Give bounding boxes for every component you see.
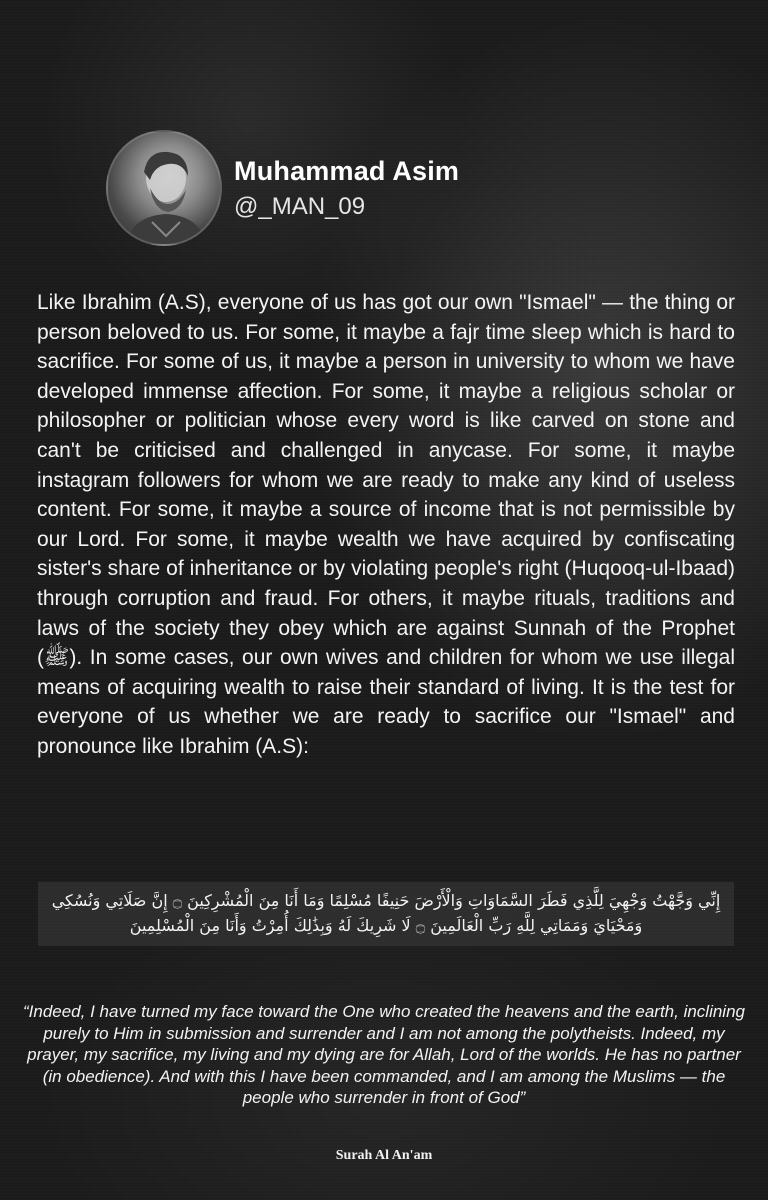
verse-translation: “Indeed, I have turned my face toward the One who created the heavens and the earth, inclining purely to Him in submission and surrender and I am not among the polytheists. Indeed, my prayer, my sacrifice, my living and my dying are for Allah, Lord of the worlds. He has no partner (in obedience). And with this I have been commanded, and I am among the Muslims — the people who surrender in front of God” [22, 1002, 745, 1107]
profile-header [106, 130, 459, 246]
avatar-portrait-icon [108, 132, 220, 244]
verse-source: Surah Al An'am [335, 1148, 433, 1163]
arabic-verse: إِنِّي وَجَّهْتُ وَجْهِيَ لِلَّذِي فَطَرَ السَّمَاوَاتِ وَالْأَرْضَ حَنِيفًا مُسْلِمًا وَمَا أَنَا مِنَ الْمُشْرِكِينَ ۝ إِنَّ صَلَاتِي وَنُسُكِي وَمَحْيَايَ وَمَمَاتِي لِلَّهِ رَبِّ الْعَالَمِينَ ۝ لَا شَرِيكَ لَهُ وَبِذَٰلِكَ أُمِرْتُ وَأَنَا مِنَ الْمُسْلِمِينَ [38, 882, 734, 946]
profile-names [234, 156, 459, 221]
profile-name: Muhammad Asim [234, 155, 460, 186]
avatar [106, 130, 222, 246]
profile-handle: @_MAN_09 [234, 192, 366, 220]
post-body-text: Like Ibrahim (A.S), everyone of us has got our own "Ismael" — the thing or person beloved to us. For some, it maybe a fajr time sleep which is hard to sacrifice. For some of us, it maybe a person in university to whom we have developed immense affection. For some, it maybe a religious scholar or philosopher or politician whose every word is like carved on stone and can't be criticised and challenged in anycase. For some, it maybe instagram followers for whom we are ready to make any kind of useless content. For some, it maybe a source of income that is not permissible by our Lord. For some, it maybe wealth we have acquired by confiscating sister's share of inheritance or by violating people's right (Huqooq-ul-Ibaad) through corruption and fraud. For others, it maybe rituals, traditions and laws of the society they obey which are against Sunnah of the Prophet (ﷺ). In some cases, our own wives and children for whom we use illegal means of acquiring wealth to raise their standard of living. It is the test for everyone of us whether we are ready to sacrifice our "Ismael" and pronounce like Ibrahim (A.S): [37, 291, 735, 758]
